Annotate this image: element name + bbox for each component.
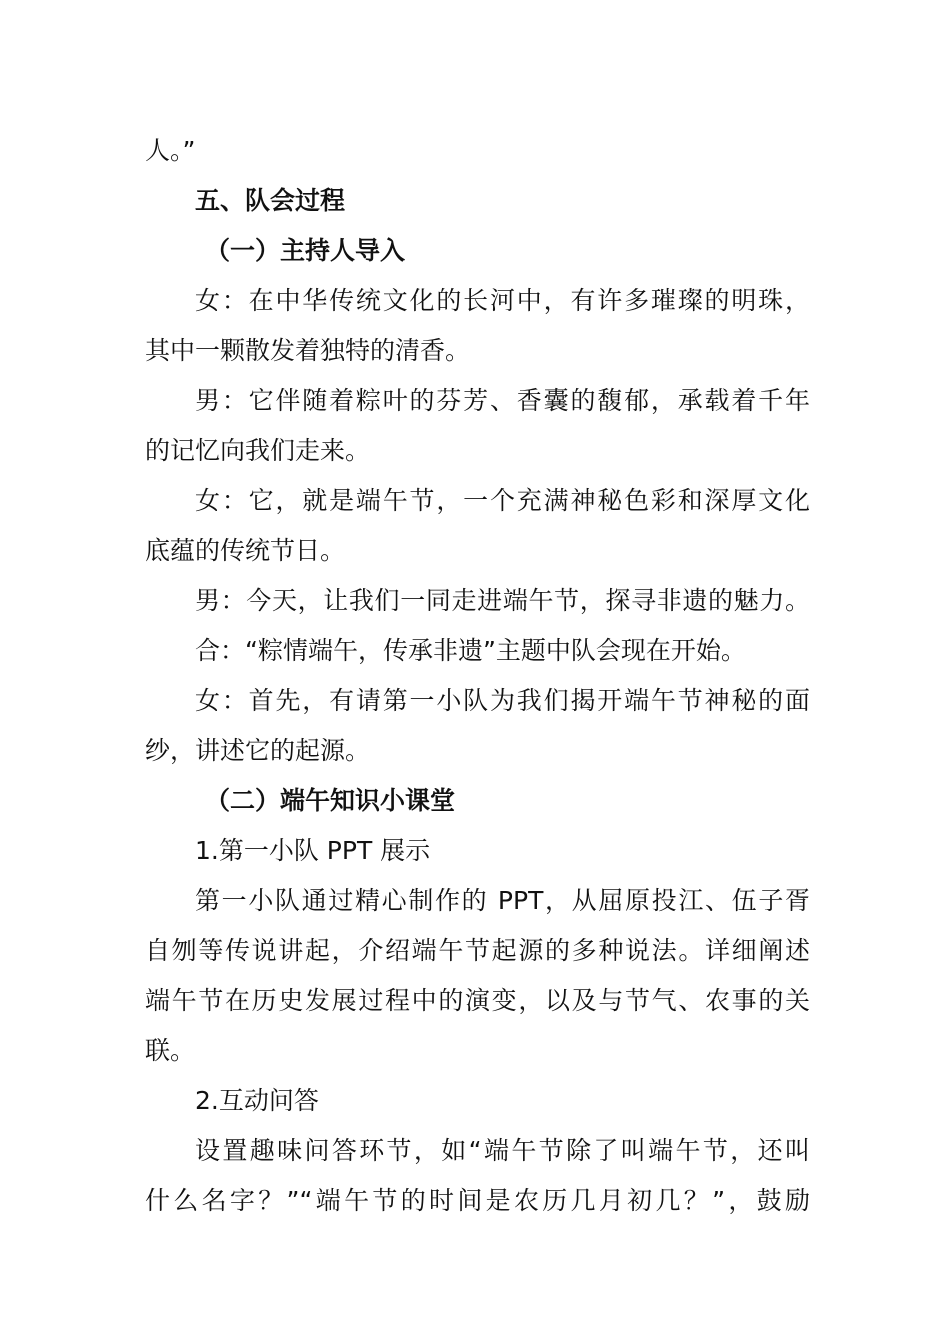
subsection-heading: （一）主持人导入 xyxy=(205,236,406,265)
text-line: 自刎等传说讲起，介绍端午节起源的多种说法。详细阐述 xyxy=(145,936,810,965)
text-line: 底蕴的传统节日。 xyxy=(145,536,346,565)
text-line: 其中一颗散发着独特的清香。 xyxy=(145,336,471,365)
text-line: 女：它，就是端午节，一个充满神秘色彩和深厚文化 xyxy=(195,486,810,515)
text-line: 女：在中华传统文化的长河中，有许多璀璨的明珠， xyxy=(195,286,810,315)
text-line: 设置趣味问答环节，如“端午节除了叫端午节，还叫 xyxy=(195,1136,810,1165)
section-heading: 五、队会过程 xyxy=(195,186,346,215)
text-line: 的记忆向我们走来。 xyxy=(145,436,371,465)
text-line: 纱，讲述它的起源。 xyxy=(145,736,371,765)
text-line: 2.互动问答 xyxy=(195,1086,319,1115)
text-line: 端午节在历史发展过程中的演变，以及与节气、农事的关 xyxy=(145,986,810,1015)
text-line: 第一小队通过精心制作的 PPT，从屈原投江、伍子胥 xyxy=(195,886,810,915)
text-line: 男：今天，让我们一同走进端午节，探寻非遗的魅力。 xyxy=(195,586,810,615)
text-line: 男：它伴随着粽叶的芬芳、香囊的馥郁，承载着千年 xyxy=(195,386,810,415)
text-line: 人。” xyxy=(145,136,196,165)
text-line: 合：“粽情端午，传承非遗”主题中队会现在开始。 xyxy=(195,636,746,665)
text-line: 联。 xyxy=(145,1036,196,1065)
text-line: 什么名字？”“端午节的时间是农历几月初几？”，鼓励 xyxy=(145,1186,810,1215)
text-line: 1.第一小队 PPT 展示 xyxy=(195,836,431,865)
subsection-heading: （二）端午知识小课堂 xyxy=(205,786,456,815)
text-line: 女：首先，有请第一小队为我们揭开端午节神秘的面 xyxy=(195,686,810,715)
